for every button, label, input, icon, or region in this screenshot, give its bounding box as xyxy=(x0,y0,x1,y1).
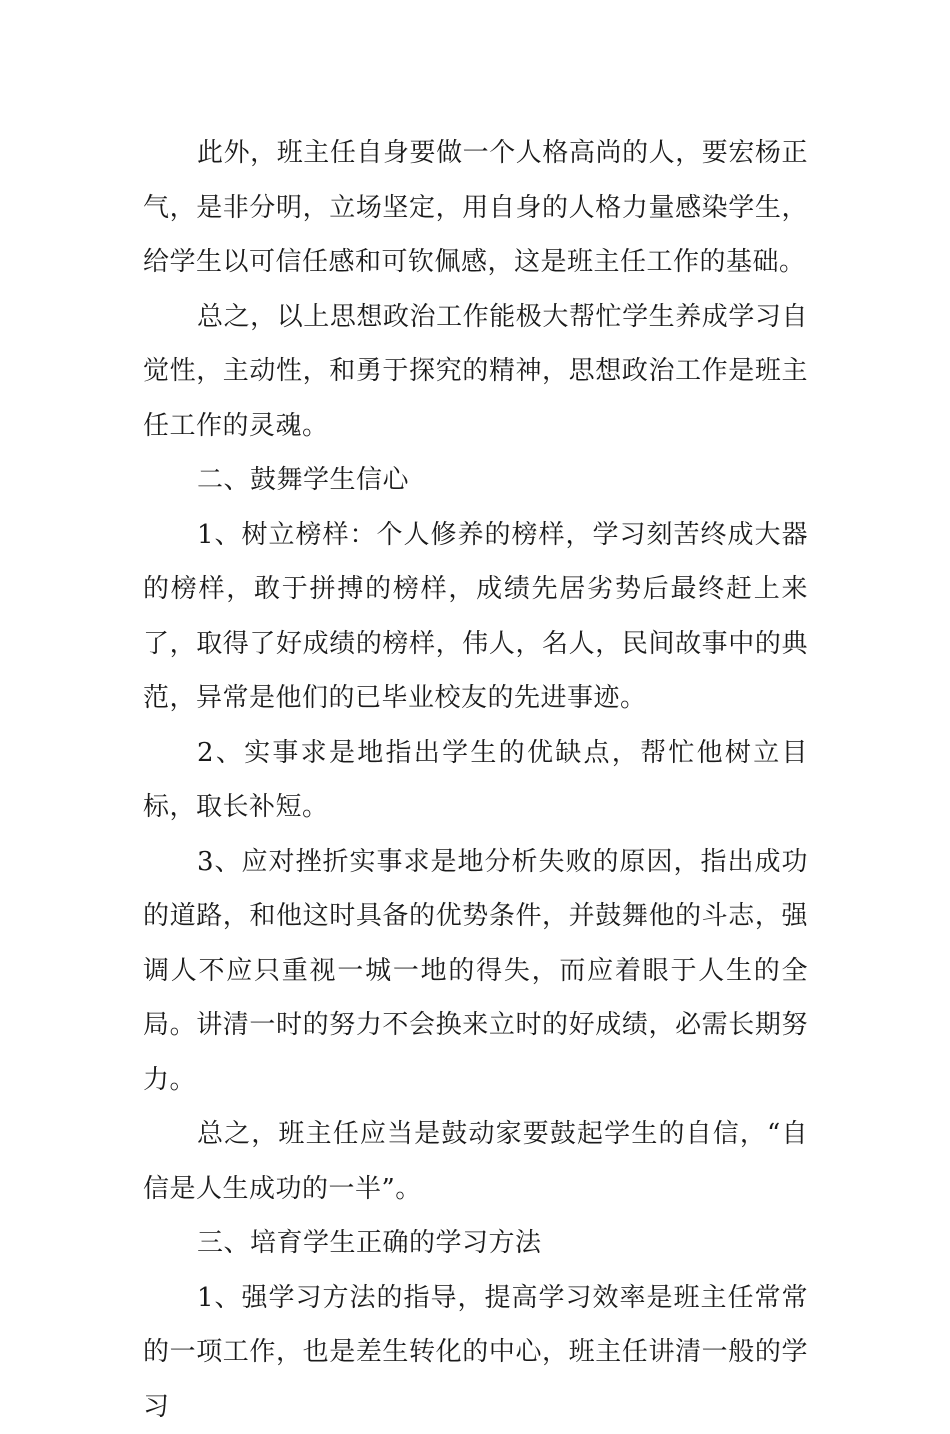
paragraph-item-point-out-strengths: 2、实事求是地指出学生的优缺点，帮忙他树立目标，取长补短。 xyxy=(143,726,808,835)
paragraph-item-method-guidance: 1、强学习方法的指导，提高学习效率是班主任常常的一项工作，也是差生转化的中心，班主任讲清一般的学习 xyxy=(143,1271,808,1434)
section-heading-study-methods: 三、培育学生正确的学习方法 xyxy=(143,1216,808,1271)
section-heading-encourage-confidence: 二、鼓舞学生信心 xyxy=(143,453,808,508)
document-body xyxy=(143,126,808,1434)
paragraph-item-set-examples: 1、树立榜样：个人修养的榜样，学习刻苦终成大器的榜样，敢于拼搏的榜样，成绩先居劣势后最终赶上来了，取得了好成绩的榜样，伟人，名人，民间故事中的典范，异常是他们的已毕业校友的先进事迹。 xyxy=(143,508,808,726)
paragraph-summary-confidence: 总之，班主任应当是鼓动家要鼓起学生的自信，“自信是人生成功的一半”。 xyxy=(143,1107,808,1216)
paragraph-summary-political-work: 总之，以上思想政治工作能极大帮忙学生养成学习自觉性，主动性，和勇于探究的精神，思想政治工作是班主任工作的灵魂。 xyxy=(143,290,808,454)
paragraph-item-face-setbacks: 3、应对挫折实事求是地分析失败的原因，指出成功的道路，和他这时具备的优势条件，并鼓舞他的斗志，强调人不应只重视一城一地的得失，而应着眼于人生的全局。讲清一时的努力不会换来立时的好成绩，必需长期努力。 xyxy=(143,835,808,1108)
paragraph-role-model-character: 此外，班主任自身要做一个人格高尚的人，要宏杨正气，是非分明，立场坚定，用自身的人格力量感染学生，给学生以可信任感和可钦佩感，这是班主任工作的基础。 xyxy=(143,126,808,290)
